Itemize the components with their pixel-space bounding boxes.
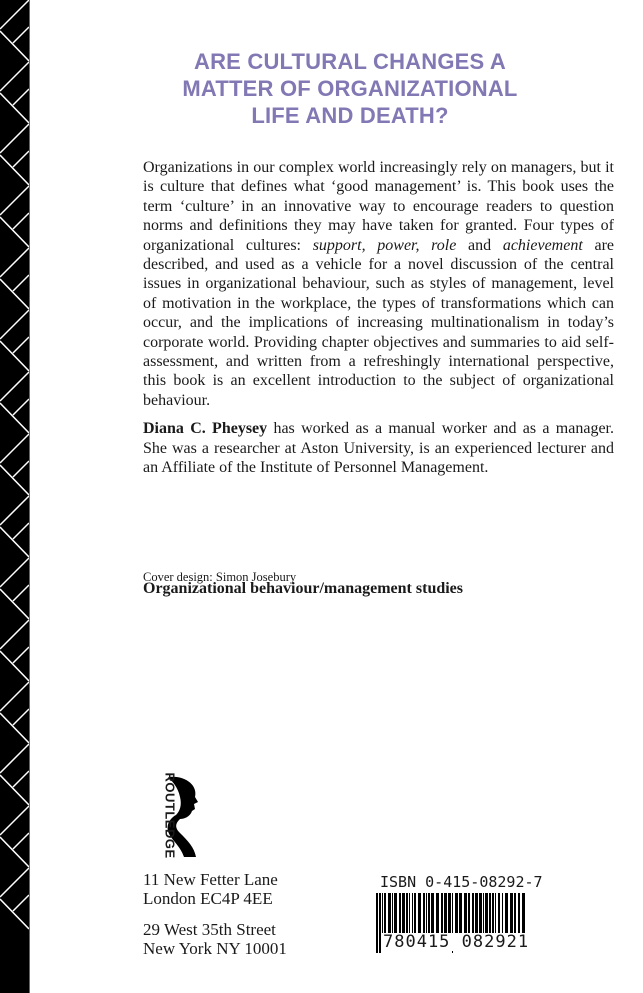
subject-category: Organizational behaviour/management studies — [143, 580, 464, 597]
barcode-bar — [444, 893, 447, 933]
barcode-bar — [518, 893, 520, 933]
author-bio-text: has worked as a manual worker and as a manager. She was a researcher at Aston University, is an experienced lecturer and an Affiliate of the Institute of Personnel Management. — [143, 420, 614, 477]
barcode-bar — [495, 893, 496, 933]
headline-line: MATTER OF ORGANIZATIONAL — [182, 76, 518, 101]
barcode-bar — [448, 893, 451, 933]
barcode-bar — [502, 893, 503, 933]
isbn: ISBN 0-415-08292-7 — [380, 873, 543, 891]
barcode-bar — [479, 893, 482, 933]
barcode-bar — [455, 893, 458, 933]
text: are described, and used as a vehicle for a novel discussion of the central issues in organizational behaviour, such as styles of management, level of motivation in the workplace, the types of transformations which can occur, and the implications of increasing multinationalism in today’s corporate world. Providing chapter objectives and summaries to aid self-assessment, and written from a refreshingly international perspective, this book is an excellent introduction to the subject of organizational behaviour. — [143, 236, 614, 409]
pattern-line — [0, 806, 29, 867]
address-line: 11 New Fetter Lane — [143, 870, 278, 889]
barcode-bar — [384, 893, 386, 933]
barcode-bar — [388, 893, 391, 933]
barcode-bar — [514, 893, 516, 933]
headline-line: ARE CULTURAL CHANGES A — [194, 49, 506, 74]
barcode-bar — [423, 893, 425, 933]
pattern-line — [0, 496, 29, 557]
barcode-bar — [412, 893, 413, 933]
barcode-bar — [431, 893, 434, 933]
barcode-bar — [406, 893, 408, 933]
barcode-bar — [409, 893, 410, 933]
pattern-line — [0, 124, 29, 185]
barcode-bar — [505, 893, 508, 933]
barcode-bar — [414, 893, 416, 933]
address-line: New York NY 10001 — [143, 939, 287, 958]
author-bio — [143, 419, 614, 477]
blurb — [143, 158, 614, 487]
barcode-bar — [402, 893, 405, 933]
barcode-bar — [441, 893, 443, 933]
barcode-bar — [464, 893, 467, 933]
barcode-bar — [492, 893, 494, 933]
address-line: London EC4P 4EE — [143, 889, 273, 908]
barcode-bar — [475, 893, 478, 933]
pattern-line — [0, 310, 29, 371]
decorative-pattern-strip — [0, 0, 30, 993]
italic-text: achievement — [502, 236, 583, 254]
newyork-address — [143, 920, 287, 958]
pattern-line — [0, 248, 29, 309]
zigzag-pattern — [0, 0, 29, 993]
pattern-line — [0, 186, 29, 247]
cover-headline — [140, 48, 560, 129]
barcode-bar — [489, 893, 491, 933]
barcode-bar — [382, 893, 383, 933]
pattern-line — [0, 372, 29, 433]
barcode-bar — [426, 893, 427, 933]
pattern-line — [0, 620, 29, 681]
barcode-bar — [376, 893, 378, 953]
barcode-bar — [399, 893, 401, 933]
london-address — [143, 870, 278, 908]
publisher-name: ROUTLEDGE — [162, 772, 178, 859]
pattern-line — [0, 868, 29, 929]
barcode-bar — [498, 893, 500, 933]
pattern-line — [0, 0, 29, 61]
cover-credit: Cover design: Simon Josebury — [143, 570, 297, 584]
author-name: Diana C. Pheysey — [143, 420, 268, 438]
pattern-line — [0, 558, 29, 619]
barcode-number: 780415 082921 — [383, 932, 530, 952]
barcode-bar — [485, 893, 488, 933]
barcode-bar — [459, 893, 462, 933]
barcode-bar — [394, 893, 397, 933]
barcode-bar — [472, 893, 474, 933]
text: Organizations in our complex world increasingly rely on managers, but it is culture that defines what ‘good management’ is. This book uses the term ‘culture’ in an innovative way to encourage readers to question norms and definitions they may have taken for granted. Four types of organizational cultures: — [143, 159, 614, 254]
pattern-line — [0, 434, 29, 495]
pattern-line — [0, 62, 29, 123]
barcode-bar — [510, 893, 513, 933]
barcode-bar — [418, 893, 421, 933]
italic-text: support, power, role — [312, 236, 457, 254]
barcode-bar — [483, 893, 484, 933]
barcode-bar — [428, 893, 430, 933]
description-paragraph — [143, 158, 614, 410]
pattern-line — [0, 682, 29, 743]
barcode-bar — [379, 893, 381, 953]
headline-line: LIFE AND DEATH? — [251, 103, 449, 128]
address-line: 29 West 35th Street — [143, 920, 276, 939]
text: and — [456, 236, 503, 254]
barcode-bar — [392, 893, 393, 933]
barcode-bar — [522, 893, 525, 933]
pattern-line — [0, 744, 29, 805]
barcode-bar — [468, 893, 470, 933]
barcode-bar — [436, 893, 439, 933]
